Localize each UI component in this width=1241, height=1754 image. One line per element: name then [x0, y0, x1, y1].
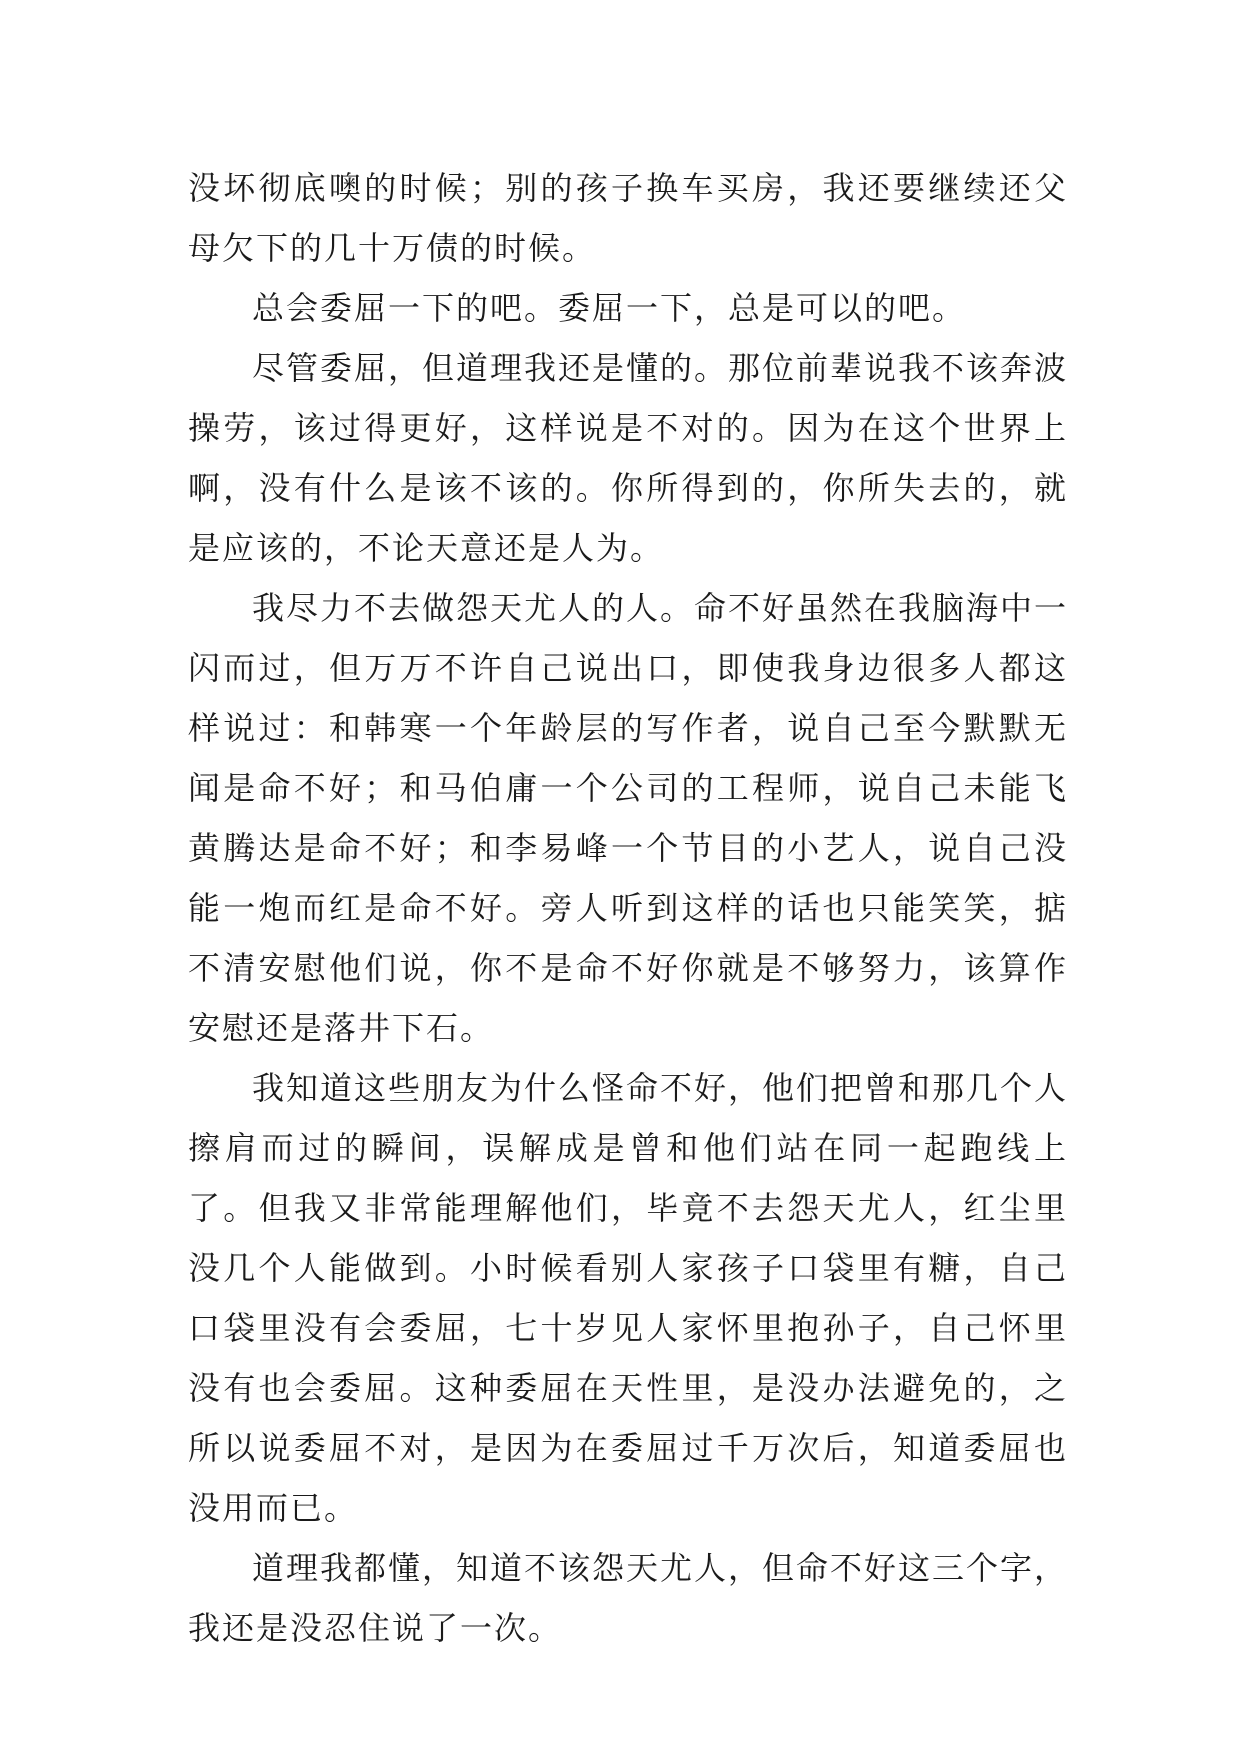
- paragraph-6: 道理我都懂，知道不该怨天尤人，但命不好这三个字，我还是没忍住说了一次。: [188, 1549, 1069, 1647]
- paragraph-4: 我尽力不去做怨天尤人的人。命不好虽然在我脑海中一闪而过，但万万不许自己说出口，即使我身边很多人都这样说过：和韩寒一个年龄层的写作者，说自己至今默默无闻是命不好；和马伯庸一个公司的工程师，说自己未能飞黄腾达是命不好；和李易峰一个节目的小艺人，说自己没能一炮而红是命不好。旁人听到这样的话也只能笑笑，掂不清安慰他们说，你不是命不好你就是不够努力，该算作安慰还是落井下石。: [188, 589, 1069, 1047]
- document-page: [188, 158, 1068, 1658]
- paragraph-3: 尽管委屈，但道理我还是懂的。那位前辈说我不该奔波操劳，该过得更好，这样说是不对的。因为在这个世界上啊，没有什么是该不该的。你所得到的，你所失去的，就是应该的，不论天意还是人为。: [188, 349, 1069, 567]
- paragraph-2: 总会委屈一下的吧。委屈一下，总是可以的吧。: [252, 289, 967, 327]
- paragraph-1: 没坏彻底噢的时候；别的孩子换车买房，我还要继续还父母欠下的几十万债的时候。: [188, 169, 1068, 267]
- paragraph-5: 我知道这些朋友为什么怪命不好，他们把曾和那几个人擦肩而过的瞬间，误解成是曾和他们站在同一起跑线上了。但我又非常能理解他们，毕竟不去怨天尤人，红尘里没几个人能做到。小时候看别人家孩子口袋里有糖，自己口袋里没有会委屈，七十岁见人家怀里抱孙子，自己怀里没有也会委屈。这种委屈在天性里，是没办法避免的，之所以说委屈不对，是因为在委屈过千万次后，知道委屈也没用而已。: [188, 1069, 1069, 1527]
